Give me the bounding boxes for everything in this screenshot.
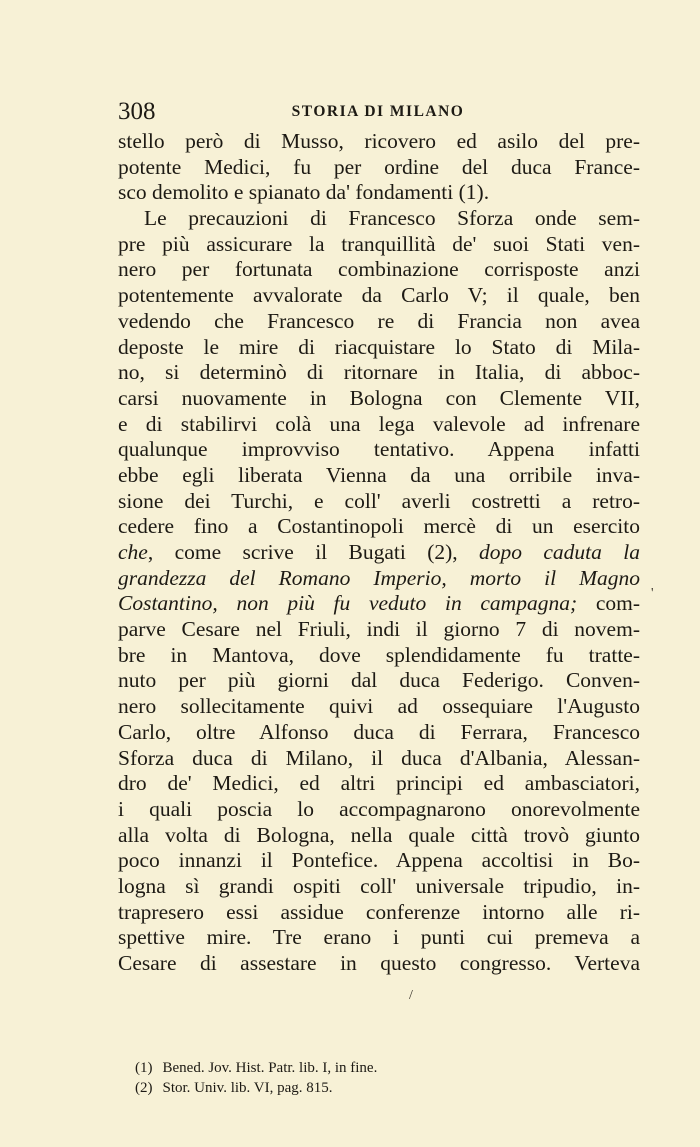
text-line: trapresero essi assidue conferenze intorno alle ri- <box>118 899 640 924</box>
body-text <box>118 129 640 977</box>
footnote-mark: (1) <box>135 1060 153 1076</box>
text-line: carsi nuovamente in Bologna con Clemente VII, <box>118 385 640 410</box>
text-line: dro de' Medici, ed altri principi ed ambasciatori, <box>118 771 640 796</box>
text-line: qualunque improvviso tentativo. Appena infatti <box>118 437 640 462</box>
italic-quote-segment: Costantino, non più fu veduto in campagna; <box>118 591 578 616</box>
text-line: e di stabilirvi colà una lega valevole ad infrenare <box>118 411 640 436</box>
text-line: no, si determinò di ritornare in Italia, di abboc- <box>118 360 640 385</box>
text-segment: , come scrive il Bugati (2), <box>147 540 480 564</box>
text-line: parve Cesare nel Friuli, indi il giorno 7 di novem- <box>118 617 640 642</box>
text-line: cedere fino a Costantinopoli mercè di un esercito <box>118 514 640 539</box>
text-line: sco demolito e spianato da' fondamenti (1). <box>118 180 490 205</box>
text-line: sione dei Turchi, e coll' averli costretti a retro- <box>118 488 640 513</box>
footnote-mark: (2) <box>135 1080 153 1096</box>
text-line: pre più assicurare la tranquillità de' suoi Stati ven- <box>118 231 640 256</box>
text-line: spettive mire. Tre erano i punti cui premeva a <box>118 925 640 950</box>
text-line: nuto per più giorni dal duca Federigo. Conven- <box>118 668 640 693</box>
footnote-text: Bened. Jov. Hist. Patr. lib. I, in fine. <box>162 1060 378 1076</box>
text-line <box>118 591 640 617</box>
stray-mark: ' <box>651 586 654 601</box>
text-line: nero per fortunata combinazione corrisposte anzi <box>118 257 640 282</box>
text-line: deposte le mire di riacquistare lo Stato di Mila- <box>118 334 640 359</box>
footnote-text: Stor. Univ. lib. VI, pag. 815. <box>162 1080 333 1096</box>
text-line: stello però di Musso, ricovero ed asilo del pre- <box>118 129 640 153</box>
text-line: grandezza del Romano Imperio, morto il Magno <box>118 565 640 590</box>
text-line: Le precauzioni di Francesco Sforza onde sem- <box>144 206 640 231</box>
text-line: alla volta di Bologna, nella quale città trovò giunto <box>118 822 640 847</box>
text-line: bre in Mantova, dove splendidamente fu tratte- <box>118 642 640 667</box>
stray-mark: / <box>409 988 413 1003</box>
footnote <box>135 1078 535 1098</box>
footnote <box>135 1058 535 1078</box>
italic-quote-segment: dopo caduta la <box>479 540 640 564</box>
text-line: Cesare di assestare in questo congresso. Verteva <box>118 951 640 975</box>
page-header <box>118 98 638 126</box>
text-line: i quali poscia lo accompagnarono onorevolmente <box>118 796 640 821</box>
text-line: potentemente avvalorate da Carlo V; il quale, ben <box>118 283 640 308</box>
text-line: ebbe egli liberata Vienna da una orribile inva- <box>118 462 640 487</box>
italic-quote-segment: che <box>118 540 148 564</box>
text-line: poco innanzi il Pontefice. Appena accoltisi in Bo- <box>118 848 640 873</box>
page-number: 308 <box>118 98 156 125</box>
text-line: vedendo che Francesco re di Francia non avea <box>118 308 640 333</box>
text-line: nero sollecitamente quivi ad ossequiare l'Augusto <box>118 694 640 719</box>
text-segment: com- <box>577 591 640 616</box>
footnotes <box>135 1058 535 1098</box>
text-line: Sforza duca di Milano, il duca d'Albania, Alessan- <box>118 745 640 770</box>
text-line <box>118 540 640 566</box>
text-line: logna sì grandi ospiti coll' universale tripudio, in- <box>118 873 640 898</box>
text-line: Carlo, oltre Alfonso duca di Ferrara, Francesco <box>118 719 640 744</box>
running-title: STORIA DI MILANO <box>291 103 465 120</box>
text-line: potente Medici, fu per ordine del duca France- <box>118 154 640 179</box>
